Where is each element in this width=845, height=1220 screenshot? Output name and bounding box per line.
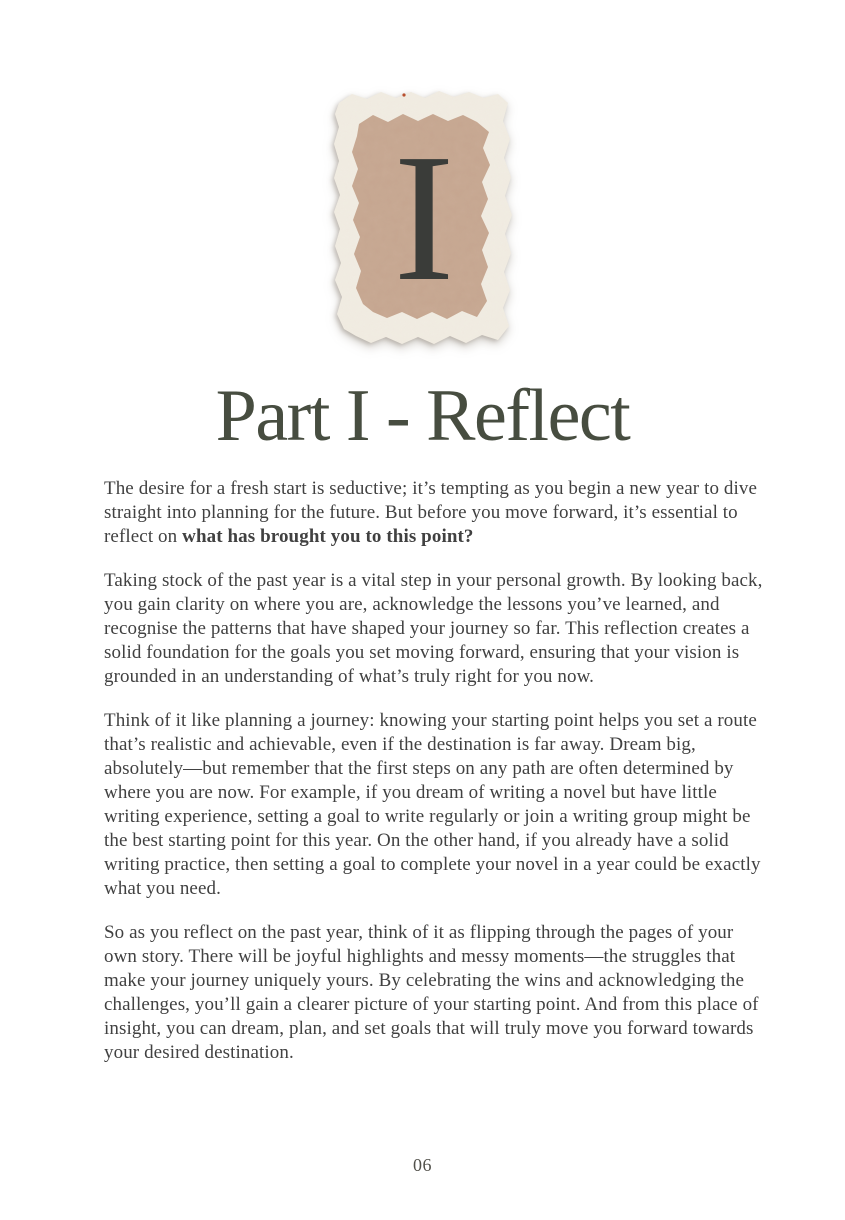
- page-title: Part I - Reflect: [215, 375, 630, 457]
- body-text: [104, 477, 768, 1085]
- paragraph-2: Taking stock of the past year is a vital step in your personal growth. By looking back, you gain clarity on where you are, acknowledge the lessons you’ve learned, and recognise the patterns that have shaped your journey so far. This reflection creates a solid foundation for the goals you set moving forward, ensuring that your vision is grounded in an understanding of what’s truly right for you now.: [104, 569, 763, 687]
- paragraph-3: Think of it like planning a journey: knowing your starting point helps you set a route that’s realistic and achievable, even if the destination is far away. Dream big, absolutely—but remember that the first steps on any path are often determined by where you are now. For example, if you dream of writing a novel but have little writing experience, setting a goal to write regularly or join a writing group might be the best starting point for this year. On the other hand, if you already have a solid writing practice, then setting a goal to complete your novel in a year could be exactly what you need.: [104, 709, 761, 899]
- page-number: 06: [413, 1155, 432, 1175]
- torn-paper-collage: [328, 88, 518, 352]
- paragraph-1-lead: The desire for a fresh start is seductive; it’s tempting as you begin a new year to dive straight into planning for the future. But before you move forward, it’s essential to reflect on: [104, 477, 758, 547]
- paragraph-4: So as you reflect on the past year, think of it as flipping through the pages of your own story. There will be joyful highlights and messy moments—the struggles that make your journey uniquely yours. By celebrating the wins and acknowledging the challenges, you’ll gain a clearer picture of your starting point. And from this place of insight, you can dream, plan, and set goals that will truly move you forward towards your desired destination.: [104, 921, 759, 1063]
- paragraph-1: [104, 477, 768, 549]
- paper-speck: [402, 93, 405, 96]
- torn-paper-ornament: [328, 88, 518, 352]
- part-numeral: I: [393, 116, 454, 319]
- paragraph-1-emphasis: what has brought you to this point?: [182, 525, 474, 547]
